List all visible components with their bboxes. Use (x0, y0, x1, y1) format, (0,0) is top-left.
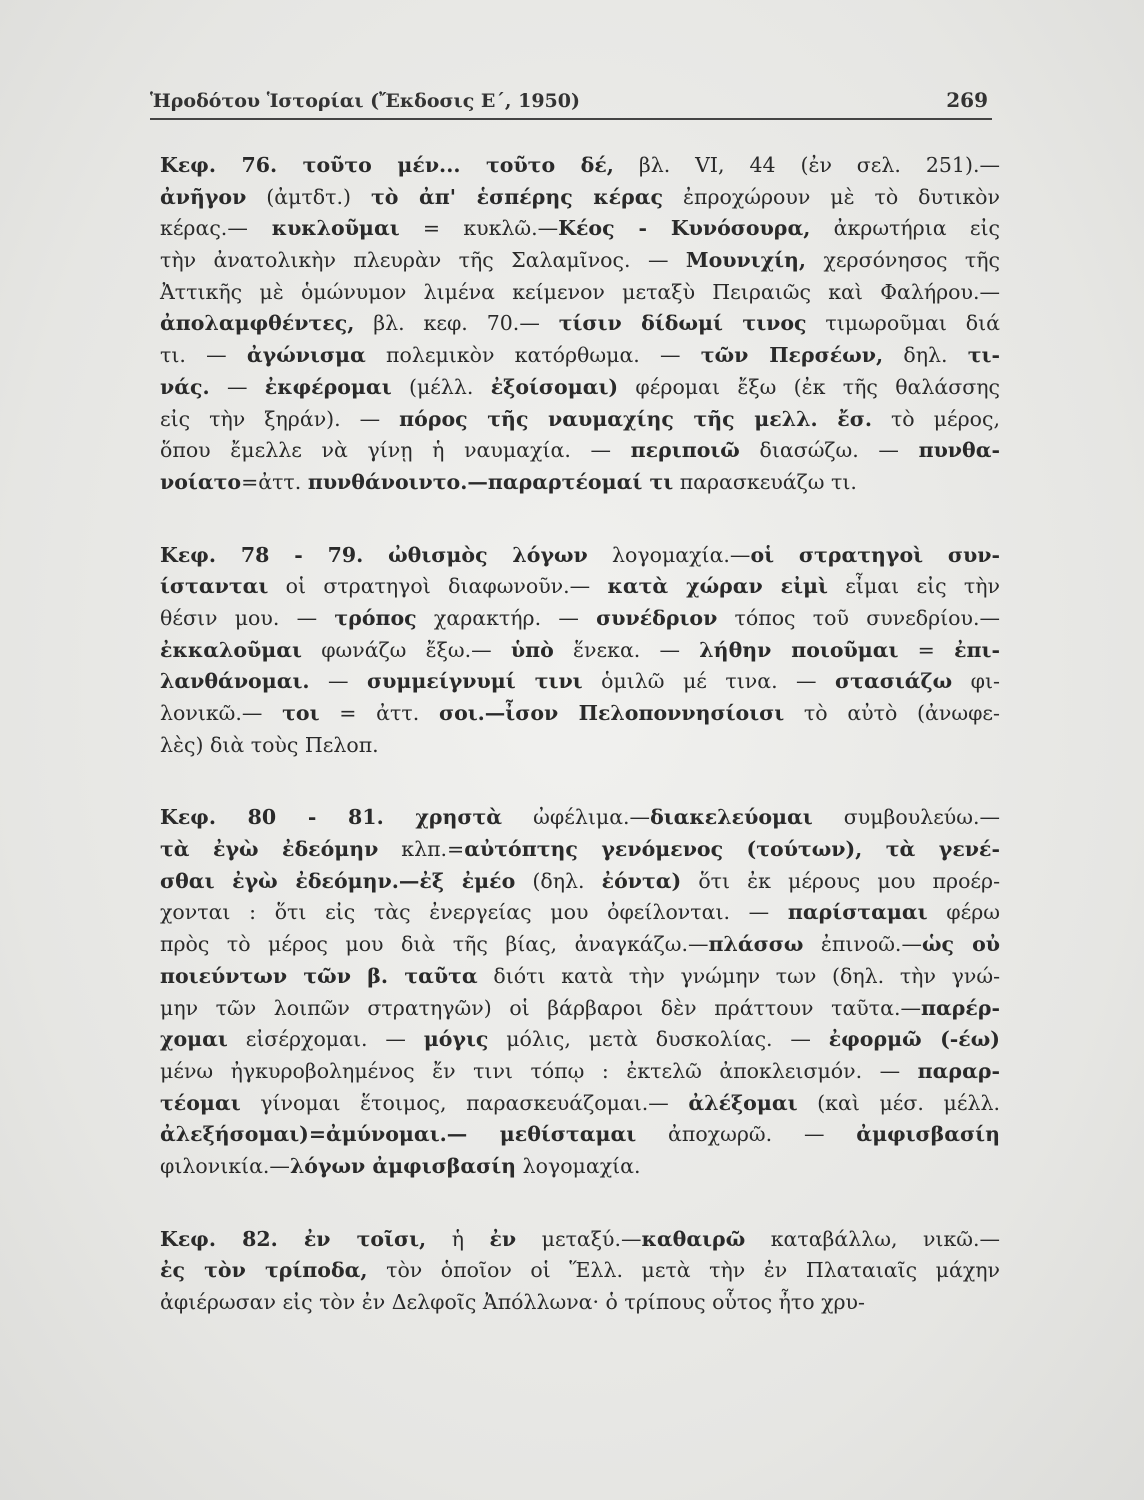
gloss-text: χερσόνησος τῆς (806, 248, 1000, 273)
gloss-text: τὴν ἀνατολικὴν πλευρὰν τῆς Σαλαμῖνος. — (160, 248, 686, 273)
bold-lemma: λόγων ἀμφισβασίη (289, 1153, 517, 1178)
gloss-text: ἡ (426, 1226, 490, 1251)
gloss-text: τόπος τοῦ συνεδρίου.— (717, 605, 1001, 630)
gloss-text: (καὶ μέσ. μέλλ. (797, 1090, 1001, 1115)
bold-lemma: ἀγώνισμα (246, 343, 366, 368)
bold-lemma: ἐπι- (954, 637, 1000, 662)
gloss-text: χονται : ὅτι εἰς τὰς ἐνεργείας μου ὀφείλονται. — (160, 900, 788, 925)
gloss-text: διασώζω. — (739, 438, 919, 463)
bold-lemma: νάς. (160, 374, 210, 399)
text-line (160, 603, 1000, 635)
bold-lemma: σθαι ἐγὼ ἐδεόμην.—ἐξ ἐμέο (160, 868, 516, 893)
gloss-text: λογομαχία. (516, 1153, 641, 1178)
text-line (160, 1287, 1000, 1319)
bold-lemma: χομαι (160, 1027, 228, 1052)
text-line (160, 435, 1000, 467)
bold-lemma: αὐτόπτης γενόμενος (τούτων), τὰ γενέ- (464, 837, 1000, 862)
bold-lemma: κατὰ χώραν εἰμὶ (607, 574, 828, 599)
gloss-text: κλπ.= (378, 837, 465, 862)
bold-lemma: τοι (282, 701, 320, 725)
gloss-text: (δηλ. (515, 868, 602, 893)
gloss-text: ἀφιέρωσαν εἰς τὸν ἐν Δελφοῖς Ἀπόλλωνα· ὁ τρίπους οὗτος ἦτο χρυ- (160, 1290, 865, 1314)
text-line (160, 802, 1000, 834)
bold-lemma: συμμείγνυμί τινι (367, 669, 583, 694)
gloss-text: λὲς) διὰ τοὺς Πελοπ. (160, 732, 379, 757)
gloss-text: φιλονικία.— (160, 1153, 290, 1178)
bold-lemma: νοίατο (160, 469, 242, 494)
gloss-text: εἰς τὴν ξηράν). — (160, 406, 400, 431)
text-line (160, 834, 1000, 866)
gloss-text: φέρω (927, 900, 1000, 925)
gloss-text: ἀκρωτήρια εἰς (810, 216, 1000, 241)
bold-lemma: περιποιῶ (630, 438, 740, 463)
bold-lemma: τίσιν δίδωμί τινος (558, 311, 807, 336)
text-line (160, 404, 1000, 436)
text-line (160, 277, 1000, 309)
gloss-text: ἐπροχώρουν μὲ τὸ δυτικὸν (663, 184, 1000, 209)
gloss-text: δηλ. (883, 343, 968, 368)
gloss-text: οἱ στρατηγοὶ διαφωνοῦν.— (268, 574, 608, 599)
bold-lemma: ἐξοίσομαι) (490, 374, 619, 399)
bold-lemma: ὡς οὐ (921, 932, 1000, 957)
gloss-text: καταβάλλω, νικῶ.— (745, 1226, 1000, 1251)
gloss-text: συμβουλεύω.— (812, 805, 1001, 830)
bold-lemma: ἐκκαλοῦμαι (160, 637, 302, 662)
bold-lemma: πυνθάνοιντο.—παραρτέομαί τι (307, 469, 674, 494)
gloss-text: φωνάζω ἔξω.— (301, 637, 511, 662)
bold-lemma: λήθην ποιοῦμαι (699, 637, 899, 662)
gloss-text: βλ. VI, 44 (ἐν σελ. 251).— (613, 153, 1000, 177)
gloss-text: πρὸς τὸ μέρος μου διὰ τῆς βίας, ἀναγκάζω.— (160, 932, 709, 957)
bold-lemma: τρόπος (334, 605, 417, 630)
bold-lemma: ἐφορμῶ (-έω) (828, 1027, 1000, 1052)
text-line (160, 1151, 1000, 1183)
text-line (160, 993, 1000, 1025)
gloss-text: παρασκευάζω τι. (673, 469, 857, 494)
chapter-section (160, 1224, 1000, 1319)
gloss-text: ὅτι ἐκ μέρους μου προέρ- (681, 868, 1001, 893)
gloss-text: θέσιν μου. — (160, 605, 335, 630)
gloss-text: χαρακτήρ. — (416, 605, 597, 630)
gloss-text: μεταξύ.— (516, 1226, 642, 1251)
gloss-text: διότι κατὰ τὴν γνώμην των (δηλ. τὴν γνώ- (477, 963, 1000, 988)
bold-lemma: Κεφ. 78 - 79. ὠθισμὸς λόγων (160, 542, 588, 567)
text-line (160, 372, 1000, 404)
gloss-text: μην τῶν λοιπῶν στρατηγῶν) οἱ βάρβαροι δὲν πράττουν ταῦτα.— (160, 995, 921, 1020)
bold-lemma: ἀμφισβασίη (856, 1122, 1000, 1147)
bold-lemma: μόγις (423, 1027, 489, 1052)
text-line (160, 961, 1000, 993)
bold-lemma: στασιάζω (835, 669, 953, 694)
bold-lemma: Κεφ. 76. τοῦτο μέν... τοῦτο δέ, (160, 153, 614, 177)
bold-lemma: ἀλεξήσομαι)=ἀμύνομαι.— μεθίσταμαι (160, 1122, 637, 1147)
bold-lemma: οἱ στρατηγοὶ συν- (750, 542, 1000, 567)
text-line (160, 1024, 1000, 1056)
gloss-text: μόλις, μετὰ δυσκολίας. — (488, 1027, 829, 1052)
text-line (160, 1056, 1000, 1088)
gloss-text: = κυκλῶ.— (399, 216, 559, 241)
bold-lemma: κυκλοῦμαι (247, 216, 400, 241)
gloss-text: (μέλλ. (391, 374, 491, 399)
bold-lemma: σοι.—ἶσον Πελοποννησίοισι (438, 701, 785, 725)
bold-lemma: Κέος - Κυνόσουρα, (558, 216, 811, 241)
bold-lemma: ἀπολαμφθέντες, (160, 311, 355, 336)
chapter-section (160, 802, 1000, 1182)
gloss-text: τὸ αὐτὸ (ἀνωφε- (784, 701, 1000, 725)
text-line (160, 897, 1000, 929)
text-line (160, 245, 1000, 277)
bold-lemma: Κεφ. 82. ἐν τοῖσι, (160, 1226, 427, 1251)
bold-lemma: Κεφ. 80 - 81. χρηστὰ (160, 805, 503, 830)
text-line (160, 150, 1000, 182)
bold-lemma: ἐκφέρομαι (264, 374, 392, 399)
gloss-text: γίνομαι ἕτοιμος, παρασκευάζομαι.— (240, 1090, 689, 1115)
gloss-text: φέρομαι ἔξω (ἐκ τῆς θαλάσσης (618, 374, 1000, 399)
page-header (150, 88, 992, 120)
bold-lemma: ἀνῆγον (160, 184, 247, 209)
gloss-text: μένω ἠγκυροβολημένος ἔν τινι τόπῳ : ἐκτελῶ ἀποκλεισμόν. — (160, 1058, 918, 1083)
gloss-text: ἐπινοῶ.— (803, 932, 922, 957)
bold-lemma: συνέδριον (596, 605, 718, 630)
text-line (160, 571, 1000, 603)
bold-lemma: παρέρ- (920, 995, 1000, 1020)
text-line (160, 213, 1000, 245)
bold-lemma: Μουνιχίη, (685, 248, 807, 273)
text-line (160, 1255, 1000, 1287)
text-line (160, 182, 1000, 214)
text-line (160, 866, 1000, 898)
gloss-text: ὠφέλιμα.— (502, 805, 651, 830)
gloss-text: ὁμιλῶ μέ τινα. — (582, 669, 836, 694)
gloss-text: φι- (952, 669, 1000, 694)
gloss-text: πολεμικὸν κατόρθωμα. — (365, 343, 701, 368)
text-line (160, 730, 1000, 762)
text-line (160, 635, 1000, 667)
bold-lemma: καθαιρῶ (641, 1226, 746, 1251)
bold-lemma: τι- (967, 343, 1000, 368)
bold-lemma: ίστανται (160, 574, 269, 599)
bold-lemma: παραρ- (917, 1058, 1000, 1083)
running-head: Ἡροδότου Ἱστορίαι (Ἔκδοσις Ε΄, 1950) (150, 90, 580, 112)
gloss-text: =ἀττ. (241, 469, 308, 494)
chapter-section (160, 540, 1000, 762)
bold-lemma: τὰ ἐγὼ ἐδεόμην (160, 837, 379, 862)
text-line (160, 698, 1000, 730)
gloss-text: εἶμαι εἰς τὴν (827, 574, 1000, 599)
bold-lemma: ἐς τὸν τρίποδα, (160, 1258, 368, 1283)
text-line (160, 666, 1000, 698)
bold-lemma: πόρος τῆς ναυμαχίης τῆς μελλ. ἔσ. (399, 406, 872, 431)
bold-lemma: τῶν Περσέων, (700, 343, 884, 368)
gloss-text: ὅπου ἔμελλε νὰ γίνῃ ἡ ναυμαχία. — (160, 438, 631, 463)
gloss-text: ἕνεκα. — (553, 637, 700, 662)
text-line (160, 1088, 1000, 1120)
gloss-text: εἰσέρχομαι. — (227, 1027, 424, 1052)
gloss-text: τι. — (160, 343, 247, 368)
gloss-text: κέρας.— (160, 216, 248, 241)
chapter-section (160, 150, 1000, 499)
gloss-text: = (898, 637, 955, 662)
page-body (160, 150, 1000, 1360)
text-line (160, 308, 1000, 340)
gloss-text: τιμωροῦμαι διά (806, 311, 1000, 336)
gloss-text: — (209, 374, 265, 399)
gloss-text: τὸν ὁποῖον οἱ Ἕλλ. μετὰ τὴν ἐν Πλαταιαῖς μάχην (367, 1258, 1000, 1283)
gloss-text: λονικῶ.— (160, 701, 283, 725)
bold-lemma: ἐν (489, 1226, 517, 1251)
bold-lemma: ἀλέξομαι (688, 1090, 798, 1115)
page-number: 269 (946, 88, 988, 112)
bold-lemma: τέομαι (160, 1090, 241, 1115)
bold-lemma: ὑπὸ (510, 637, 554, 662)
bold-lemma: ἐόντα) (601, 868, 682, 893)
bold-lemma: τὸ ἀπ' ἑσπέρης κέρας (370, 184, 664, 209)
text-line (160, 340, 1000, 372)
gloss-text: (ἀμτδτ.) (246, 184, 371, 209)
text-line (160, 467, 1000, 499)
gloss-text: = ἀττ. (319, 701, 439, 725)
bold-lemma: λανθάνομαι. (160, 669, 310, 694)
text-line (160, 929, 1000, 961)
gloss-text: λογομαχία.— (587, 542, 751, 567)
bold-lemma: πυνθα- (918, 438, 1000, 463)
bold-lemma: ποιεύντων τῶν β. ταῦτα (160, 963, 478, 988)
text-line (160, 540, 1000, 572)
bold-lemma: παρίσταμαι (787, 900, 928, 925)
gloss-text: — (309, 669, 368, 694)
text-line (160, 1224, 1000, 1256)
bold-lemma: διακελεύομαι (650, 805, 813, 830)
text-line (160, 1119, 1000, 1151)
gloss-text: τὸ μέρος, (871, 406, 1000, 431)
gloss-text: Ἀττικῆς μὲ ὁμώνυμον λιμένα κείμενον μεταξὺ Πειραιῶς καὶ Φαλήρου.— (160, 279, 1000, 304)
gloss-text: ἀποχωρῶ. — (636, 1122, 857, 1147)
bold-lemma: πλάσσω (708, 932, 804, 957)
gloss-text: βλ. κεφ. 70.— (354, 311, 559, 336)
